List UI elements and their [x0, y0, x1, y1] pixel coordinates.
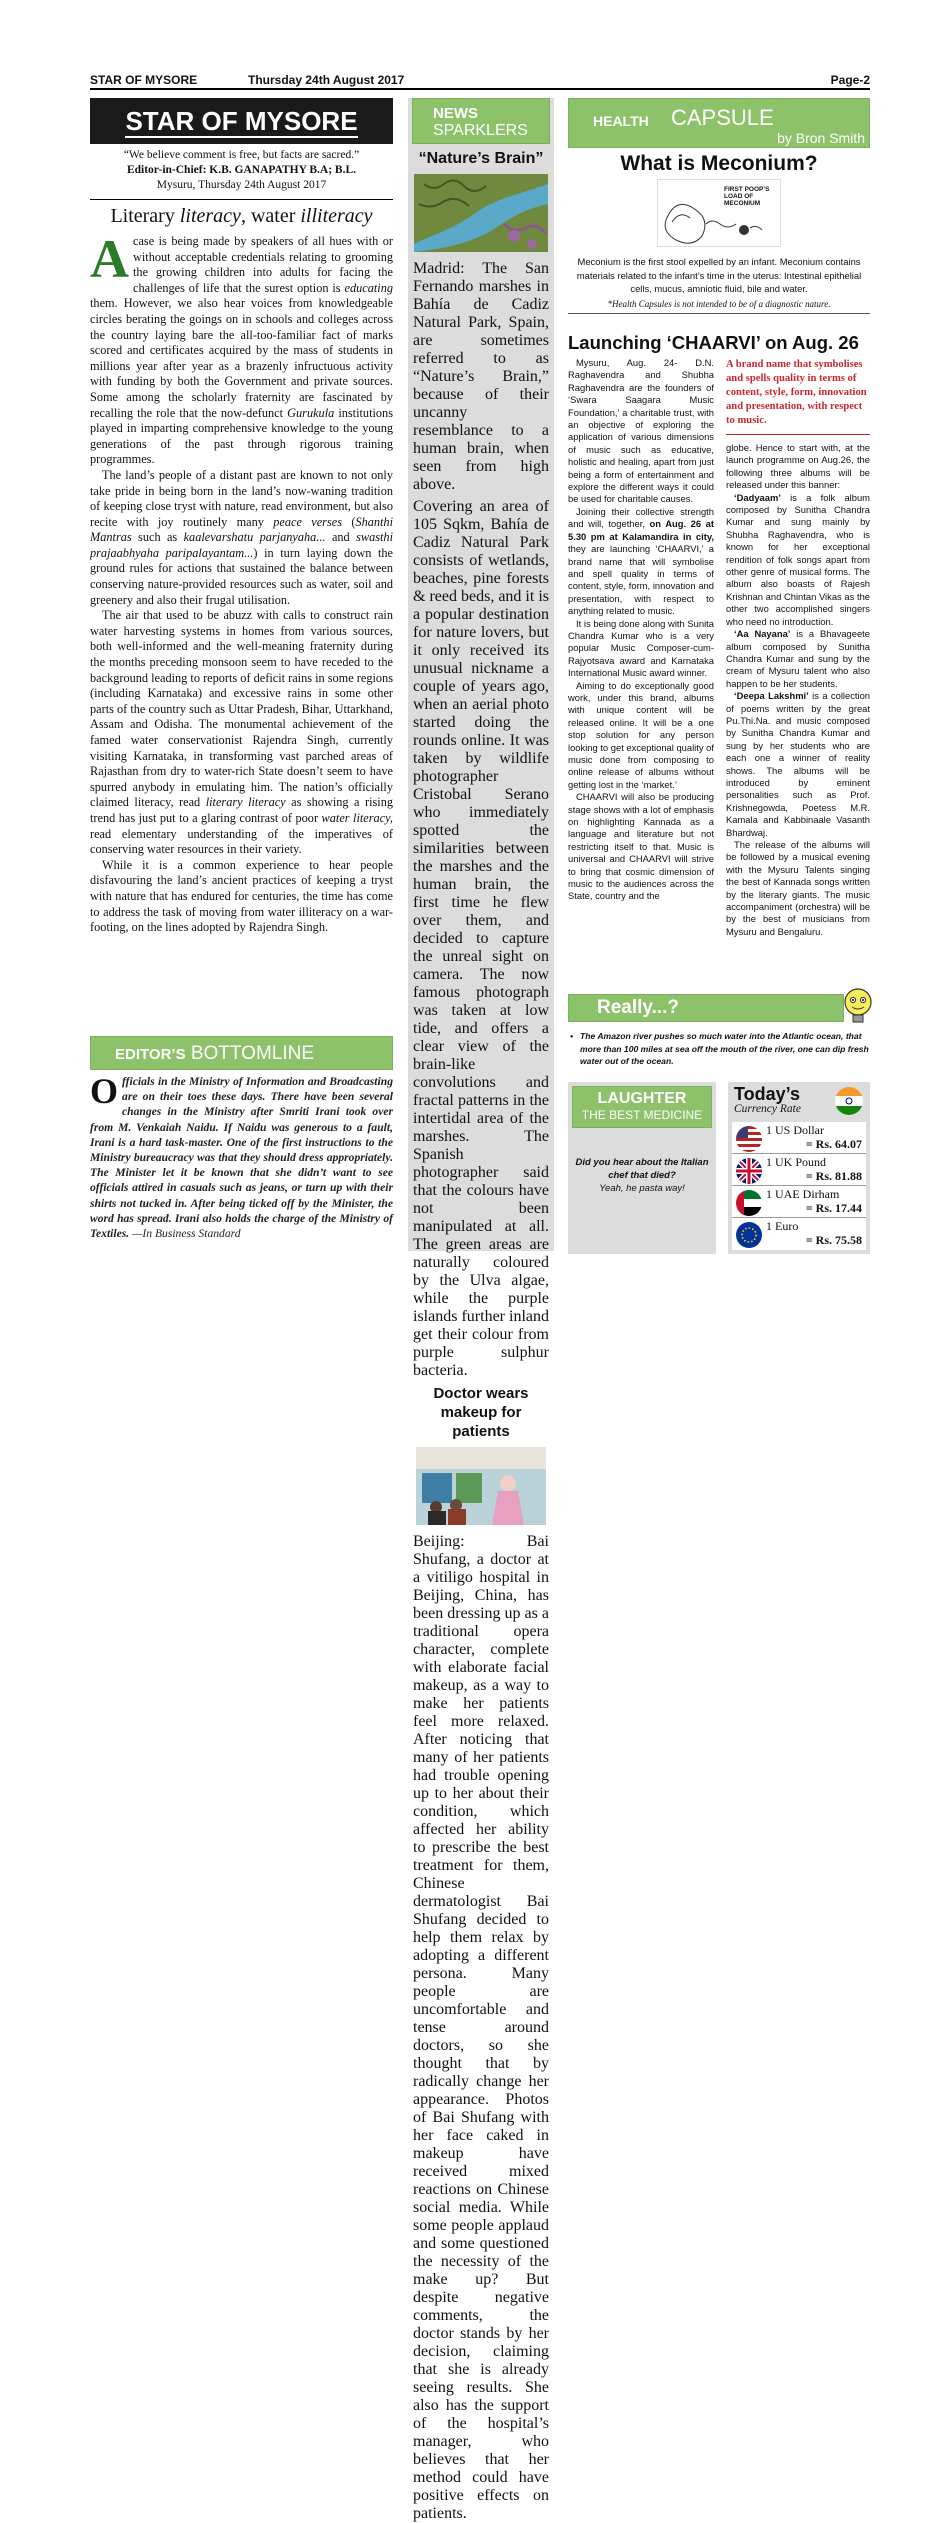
rate-row-eur: 1 Euro = Rs. 75.58: [732, 1218, 866, 1250]
header-page: Page-2: [830, 73, 870, 87]
chaarvi-col2: globe. Hence to start with, at the launch programme on Aug.26, the following three albums will be released under this banner: ‘Dadyaam’ is a folk album composed by Sunitha Chandra Kumar and sung mainly by Shubha Raghavendra, who is known for her exceptional rendition of folk songs apart from other genre of musical forms. The album also boasts of Rajesh Krishnan and Chintan Vikas as the other two accomplished singers who need no introduction. ‘Aa Nayana’ is a Bhavageete album composed by Sunitha Chandra Kumar and sung by the cream of Mysuru talent who also happen to be her students. ‘Deepa Lakshmi’ is a collection of poems written by the great Pu.Thi.Na. and music composed by Sunitha Chandra Kumar and sung by her students who are each one a winner of reality shows. The albums will be introduced by eminent personalities such as Prof. Krishnegowda, Poetess M.R. Kamala and Kabbinaale Vasanth Bhardwaj. The release of the albums will be followed by a musical evening with the Mysuru Talents singing the best of Kannada songs written by the literary giants. The music accompaniment (orchestra) will be by the best of musicians from Mysuru and Bengaluru.: [726, 442, 870, 937]
marsh-aerial-photo: [414, 174, 548, 252]
bottomline-banner: EDITOR’S BOTTOMLINE: [90, 1036, 393, 1070]
editorial-dropcap: A: [90, 229, 129, 289]
health-note: *Health Capsules is not intended to be of a diagnostic nature.: [568, 299, 870, 314]
us-flag-icon: [736, 1126, 762, 1152]
header-date: Thursday 24th August 2017: [248, 73, 405, 87]
dateline: Mysuru, Thursday 24th August 2017: [156, 179, 327, 191]
motto: “We believe comment is free, but facts are sacred.”: [123, 149, 360, 161]
currency-box: [728, 1082, 870, 1254]
meconium-sketch: [657, 179, 781, 247]
bottomline-section: [90, 1036, 393, 1241]
sketch-caption: FIRST POOP’S LOAD OF MECONIUM: [724, 186, 770, 207]
sparklers-content: [408, 98, 554, 2523]
currency-title: Today’s: [734, 1084, 801, 1104]
header-paper: STAR OF MYSORE: [90, 73, 198, 87]
joke-text: Did you hear about the Italian chef that died? Yeah, he pasta way!: [575, 1157, 709, 1194]
chaarvi-col1: Mysuru, Aug. 24- D.N. Raghavendra and Shubha Raghavendra are the founders of ‘Swara Saagara Music Foundation,’ a charitable trust, with an objective of exploring the application of various dimensions of music such as educative, holistic and healing, apart from just being a form of entertainment and explore the different ways it could be used for charitable causes. Joining their collective strength and will, together, on Aug. 26 at 5.30 pm at Kalamandira in city, they are launching ‘CHAARVI,’ a brand name that will symbolise and spell quality in terms of content, style, form, innovation and presentation, with respect to anything related to music. It is being done along with Sunita Chandra Kumar who is a very popular Music Composer-cum- Rajyotsava award and Karnataka International Music award winner. Aiming to do exceptionally good work, under this brand, albums with unique content will be released online. It will be a one stop solution for any person looking to get exceptional quality of music done from composing to online release of albums without getting lost in the ‘market.’ CHAARVI will also be producing stage shows with a lot of emphasis on highlighting Kannada as a language and literature but not restricting itself to that. Music is universal and CHAARVI will strive to bring that cosmic dimension of music to the audiences across the State, country and the: [568, 357, 714, 902]
sparkler1-headline: “Nature’s Brain”: [418, 150, 544, 167]
health-section: [568, 98, 870, 314]
laughter-banner: LAUGHTER THE BEST MEDICINE: [572, 1086, 712, 1128]
health-title: What is Meconium?: [620, 152, 818, 175]
editor-line: Editor-in-Chief: K.B. GANAPATHY B.A; B.L.: [126, 164, 357, 176]
eu-flag-icon: [736, 1222, 762, 1248]
editorial-column: [90, 98, 393, 936]
masthead-info: [90, 148, 393, 193]
rate-row-gbp: 1 UK Pound = Rs. 81.88: [732, 1154, 866, 1186]
bullet-icon: •: [570, 1031, 574, 1041]
sparkler2-headline: Doctor wears makeup for patients: [433, 1385, 529, 1440]
really-banner: Really...?: [568, 994, 844, 1022]
health-text: Meconium is the first stool expelled by an infant. Meconium contains materials related to the infant’s time in the uterus: Intestinal epithelial cells, mucus, amniotic fluid, bile and water.: [576, 256, 862, 295]
health-banner: HEALTH CAPSULE by Bron Smith: [568, 98, 870, 148]
currency-header: [728, 1082, 870, 1122]
currency-subtitle: Currency Rate: [734, 1103, 801, 1115]
chaarvi-pullquote: A brand name that symbolises and spells quality in terms of content, style, form, innovation and presentation, with respect to music.: [726, 358, 870, 435]
lightbulb-icon: [840, 986, 876, 1026]
rate-row-usd: 1 US Dollar = Rs. 64.07: [732, 1122, 866, 1154]
rate-row-aed: 1 UAE Dirham = Rs. 17.44: [732, 1186, 866, 1218]
doctor-photo: [416, 1447, 546, 1525]
really-text: • The Amazon river pushes so much water into the Atlantic ocean, that more than 100 miles at sea off the mouth of the river, one can dip fresh water out of the ocean.: [570, 1031, 869, 1067]
editorial-body: Acase is being made by speakers of all hues with or without acceptable credentials relating to grooming the growing children into adults for facing the challenges of life that the surest option is educating them. However, we also hear voices from knowledgeable circles berating the goings on in schools and colleges across the country laying bare the all-too-familiar fact of marks scored and certificates acquired by the mass of students in millions year after year as a brazenly infructuous activity with funding by both the Government and private sources. Some among the scholarly fraternity are fascinated by recalling the role that the now-defunct Gurukula institutions played in imparting comprehensive knowledge to the young generations of the past through rigorous training programmes. The land’s people of a distant past are known to not only take pride in being born in the land’s now-waning tradition of keeping close tryst with nature, read environment, but also recite with joy routinely many peace verses (Shanthi Mantras such as kaalevarshatu parjanyaha... and swasthi prajaabhyaha paripalayantam...) in turn laying down the ground rules for actions that sustained the balance between conserving nature-provided resources such as water, soil and greenery and also their frugal utilisation. The air that used to be abuzz with calls to construct rain water harvesting systems in homes from various sources, both well-informed and the well-meaning fraternity during the months preceding monsoon seem to have receded to the background leading to reports of deficit rains in some regions (including Karnataka) and excessive rains in some other parts of the country such as Uttar Pradesh, Bihar, Uttarkhand, Assam and Odisha. The monumental achievement of the famed water conservationist Rajendra Singh, currently visiting Karnataka, in transforming vast parched areas of Rajasthan from dry to water-rich State doesn’t seem to have spurred anybody in emulating him. The nation’s officially claimed literacy, read literary literacy as showing a rising trend has just put to a glaring contrast of poor water literacy, read elementary understanding of the imperatives of conserving water resources in their variety. While it is a common experience to hear people disfavouring the land’s ancient practices of keeping a tryst with nature that has endured for centuries, the time has come to address the task of moving from water illiteracy on a war-footing, on the lines adopted by Rajendra Singh.: [90, 229, 393, 935]
page-header: [90, 72, 870, 90]
sparkler2-body: Beijing: Bai Shufang, a doctor at a vitiligo hospital in Beijing, China, has been dressing up as a traditional opera character, complete with elaborate facial makeup, as a way to make her patients feel more relaxed. After noticing that many of her patients had trouble opening up to her about their condition, which affected her ability to prescribe the best treatment for them, Chinese dermatologist Bai Shufang decided to help them relax by adopting a different persona. Many people are uncomfortable and tense around doctors, so she thought that by radically change her appearance. Photos of Bai Shufang with her face caked in makeup have received mixed reactions on Chinese social media. While some people applaud and some questioned the necessity of the make up? But despite negative comments, the doctor stands by her decision, claiming that she is already seeing results. She also has the support of the hospital’s manager, who believes that her method could have positive effects on patients.: [413, 1533, 549, 2522]
editorial-title: Literary literacy, water illiteracy: [90, 199, 393, 228]
masthead-logo: STAR OF MYSORE: [90, 98, 393, 144]
bottomline-text: Officials in the Ministry of Information and Broadcasting are on their toes these days. There have been several changes in the Ministry after Smriti Irani took over from M. Venkaiah Naidu. If Naidu was generous to a fault, Irani is a hard task-master. One of the first instructions to the Ministry bureaucracy was that they should dress appropriately. The Minister let it be known that she didn’t want to see officials attired in casuals such as jeans, or turn up with their shirts not tucked in. After being ticked off by the Minister, the word has spread. Irani also holds the charge of the Ministry of Textiles. —In Business Standard: [90, 1071, 393, 1241]
uae-flag-icon: [736, 1190, 762, 1216]
sparkler1-body: Madrid: The San Fernando marshes in Bahía de Cadiz Natural Park, Spain, are sometimes referred to as “Nature’s Brain,” because of their uncanny resemblance to a human brain, when seen from high above. Covering an area of 105 Sqkm, Bahía de Cadiz Natural Park consists of wetlands, beaches, pine forests & reed beds, and it is a popular destination for nature lovers, but it only received its unusual nickname a couple of years ago, when an aerial photo started doing the rounds online. It was taken by wildlife photographer Cristobal Serano who immediately spotted the similarities between the marshes and the human brain, the first time he flew over them, and decided to capture the unreal sight on camera. The now famous photograph was taken at low tide, and offers a clear view of the brain-like convolutions and fractal patterns in the intertidal area of the marshes. The Spanish photographer said that the colours have not been manipulated at all. The green areas are naturally coloured by the Ulva algae, while the purple islands further inland get their colour from purple sulphur bacteria.: [413, 260, 549, 1379]
chaarvi-headline: Launching ‘CHAARVI’ on Aug. 26: [568, 332, 859, 353]
chaarvi-article: [568, 332, 870, 354]
laughter-box: [568, 1082, 716, 1254]
rates-list: [732, 1122, 866, 1250]
uk-flag-icon: [736, 1158, 762, 1184]
sparklers-banner: NEWS SPARKLERS: [412, 98, 550, 144]
india-flag-icon: [834, 1086, 864, 1116]
